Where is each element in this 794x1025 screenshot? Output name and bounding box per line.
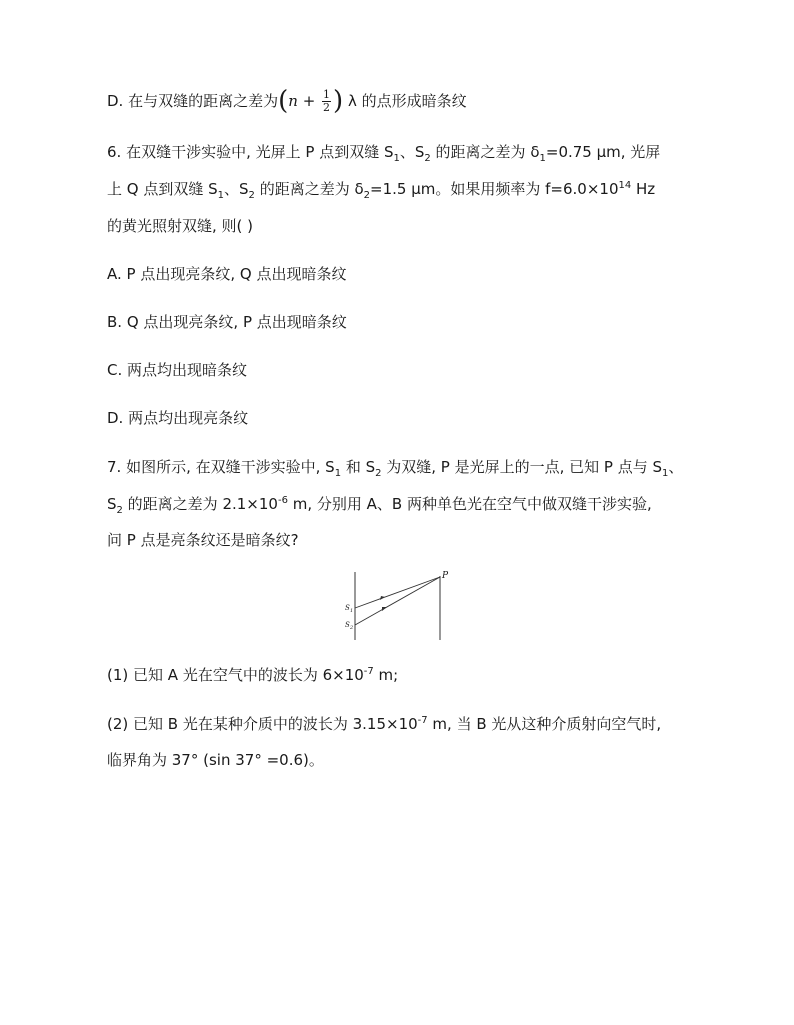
ray-s2 <box>355 577 440 625</box>
q6-stem-line-2 <box>107 179 655 199</box>
text: Hz <box>631 180 656 198</box>
text: m, 分别用 A、B 两种单色光在空气中做双缝干涉实验, <box>287 495 652 513</box>
text: 上 Q 点到双缝 S <box>107 180 218 198</box>
text: m; <box>373 666 399 684</box>
subscript: 1 <box>393 153 400 164</box>
math-lambda: λ <box>343 92 357 110</box>
text: 、 <box>668 458 684 476</box>
subscript: 2 <box>375 468 382 479</box>
arrow-s1 <box>380 596 385 600</box>
q5-option-d-suffix: 的点形成暗条纹 <box>356 92 467 110</box>
q7-part-2-line-1 <box>107 714 661 734</box>
text: 的距离之差为 2.1×10 <box>122 495 278 513</box>
subscript: 2 <box>116 505 123 516</box>
superscript: -7 <box>363 666 374 677</box>
superscript: -6 <box>277 495 288 506</box>
text: 、S <box>399 143 425 161</box>
text: 、S <box>224 180 249 198</box>
arrow-s2 <box>382 607 387 611</box>
ray-s1 <box>355 577 440 608</box>
subscript: 2 <box>424 153 431 164</box>
text: (1) 已知 A 光在空气中的波长为 6×10 <box>107 666 364 684</box>
math-plus: + <box>297 92 321 110</box>
double-slit-figure <box>340 570 460 642</box>
left-paren: ( <box>278 86 289 116</box>
subscript: 1 <box>217 190 225 201</box>
text: m, 当 B 光从这种介质射向空气时, <box>427 715 662 733</box>
text: 和 S <box>341 458 376 476</box>
q6-option-a: A. P 点出现亮条纹, Q 点出现暗条纹 <box>107 265 347 283</box>
q6-stem-line-3: 的黄光照射双缝, 则( ) <box>107 217 254 235</box>
label-s2-sub: 2 <box>350 625 354 631</box>
text: (2) 已知 B 光在某种介质中的波长为 3.15×10 <box>107 715 418 733</box>
fraction-numerator: 1 <box>323 88 331 101</box>
q6-stem-line-1 <box>107 142 660 162</box>
text: 7. 如图所示, 在双缝干涉实验中, S <box>107 458 335 476</box>
q5-option-d-prefix: D. 在与双缝的距离之差为 <box>107 92 279 110</box>
fraction-one-half <box>322 89 331 114</box>
fraction-denominator: 2 <box>323 101 331 114</box>
label-s1-sub: 1 <box>350 608 354 614</box>
q7-stem-line-3: 问 P 点是亮条纹还是暗条纹? <box>107 531 299 549</box>
text: =0.75 μm, 光屏 <box>545 143 661 161</box>
double-slit-diagram <box>340 570 460 642</box>
text: S <box>107 495 117 513</box>
q7-stem-line-1 <box>107 457 683 477</box>
q5-option-d <box>107 88 467 114</box>
subscript: 1 <box>539 153 546 164</box>
subscript: 1 <box>334 468 342 479</box>
math-n: n <box>288 92 298 110</box>
label-s2: S <box>345 621 350 629</box>
q6-option-c: C. 两点均出现暗条纹 <box>107 361 248 379</box>
q7-part-1 <box>107 665 398 685</box>
label-p: P <box>442 571 449 581</box>
q7-part-2-line-2: 临界角为 37° (sin 37° =0.6)。 <box>107 751 324 769</box>
text: 的距离之差为 δ <box>430 143 540 161</box>
label-s1: S <box>345 604 350 612</box>
text: 的距离之差为 δ <box>254 180 364 198</box>
subscript: 2 <box>363 190 371 201</box>
text: 6. 在双缝干涉实验中, 光屏上 P 点到双缝 S <box>107 143 394 161</box>
q7-stem-line-2 <box>107 494 652 514</box>
q6-option-d: D. 两点均出现亮条纹 <box>107 409 249 427</box>
subscript: 2 <box>248 190 255 201</box>
subscript: 1 <box>662 468 669 479</box>
right-paren: ) <box>333 86 344 116</box>
text: =1.5 μm。如果用频率为 f=6.0×10 <box>370 180 619 198</box>
text: 为双缝, P 是光屏上的一点, 已知 P 点与 S <box>381 458 663 476</box>
superscript: -7 <box>417 715 428 726</box>
superscript: 14 <box>618 180 632 191</box>
q6-option-b: B. Q 点出现亮条纹, P 点出现暗条纹 <box>107 313 347 331</box>
